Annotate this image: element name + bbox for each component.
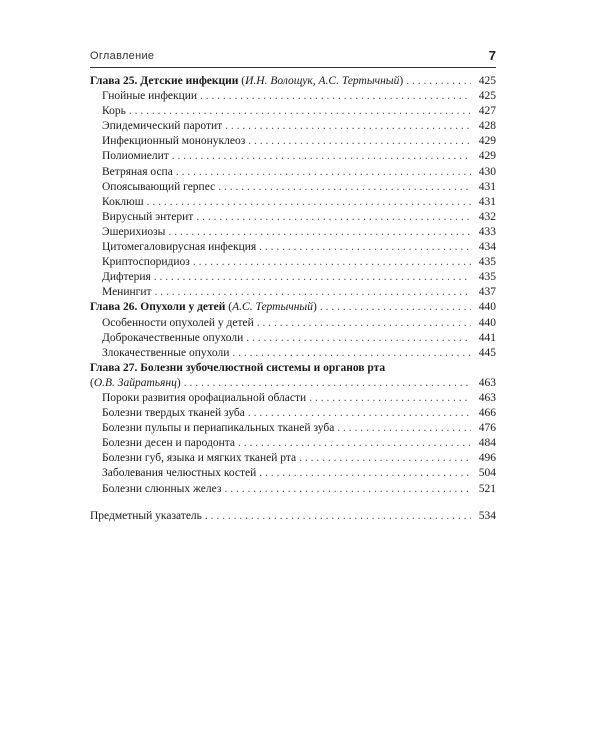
table-of-contents — [90, 74, 496, 524]
dot-leader — [129, 104, 471, 119]
page-ref: 431 — [478, 195, 496, 208]
dot-leader — [168, 225, 471, 240]
dot-leader — [248, 134, 471, 149]
toc-entry[interactable] — [90, 331, 496, 346]
entry-title: Злокачественные опухоли — [102, 346, 230, 359]
entry-title: Ветряная оспа — [102, 165, 173, 178]
toc-entry[interactable] — [90, 225, 496, 240]
toc-chapter-25[interactable]: Глава 25. Детские инфекции (И.Н. Волощук, А.С. Тертычный) . . . 425 — [90, 74, 496, 89]
page-ref: 484 — [478, 437, 496, 450]
page-ref: 496 — [478, 452, 496, 465]
entry-title: Коклюш — [102, 195, 144, 208]
page-ref: 435 — [478, 256, 496, 269]
dot-leader — [155, 285, 471, 300]
page-ref: 441 — [478, 331, 496, 344]
chapter-authors: А.С. Тертычный — [232, 301, 313, 314]
dot-leader — [193, 255, 471, 270]
toc-entry[interactable] — [90, 89, 496, 104]
page-ref: 463 — [478, 391, 496, 404]
toc-entry[interactable] — [90, 180, 496, 195]
dot-leader — [232, 346, 471, 361]
dot-leader — [238, 436, 471, 451]
page-ref: 427 — [478, 105, 496, 118]
section-spacer — [90, 497, 496, 509]
dot-leader — [224, 482, 471, 497]
toc-entry[interactable] — [90, 436, 496, 451]
toc-entry[interactable] — [90, 466, 496, 481]
entry-title: Цитомегаловирусная инфекция — [102, 241, 257, 254]
page-ref: 466 — [478, 407, 496, 420]
dot-leader — [147, 195, 471, 210]
entry-title: Предметный указатель — [90, 509, 202, 522]
dot-leader — [337, 421, 471, 436]
entry-title: Болезни десен и пародонта — [102, 437, 236, 450]
entry-title: Болезни губ, языка и мягких тканей рта — [102, 452, 297, 465]
entry-title: Эшерихиозы — [102, 225, 166, 238]
entry-title: Болезни твердых тканей зуба — [102, 407, 245, 420]
entry-title: Гнойные инфекции — [102, 90, 198, 103]
dot-leader — [259, 466, 471, 481]
toc-entry[interactable] — [90, 421, 496, 436]
entry-title: Вирусный энтерит — [102, 210, 194, 223]
dot-leader — [299, 451, 471, 466]
page-ref: 429 — [478, 150, 496, 163]
toc-entry[interactable] — [90, 406, 496, 421]
page-ref: 425 — [478, 90, 496, 103]
page-ref: 463 — [478, 376, 496, 389]
entry-title: Заболевания челюстных костей — [102, 467, 257, 480]
dot-leader — [200, 89, 471, 104]
dot-leader — [218, 180, 471, 195]
dot-leader — [196, 210, 471, 225]
page-ref: 504 — [478, 467, 496, 480]
dot-leader — [205, 509, 471, 524]
entry-title: Доброкачественные опухоли — [102, 331, 244, 344]
toc-index[interactable] — [90, 509, 496, 524]
toc-entry[interactable] — [90, 316, 496, 331]
page-ref: 521 — [478, 482, 496, 495]
entry-title: Полиомиелит — [102, 150, 169, 163]
chapter-title: Глава 27. Болезни зубочелюстной системы и органов рта — [90, 361, 386, 374]
toc-entry[interactable] — [90, 104, 496, 119]
entry-title: Болезни пульпы и периапикальных тканей зуба — [102, 422, 335, 435]
chapter-title: Глава 26. Опухоли у детей — [90, 301, 226, 314]
header-rule — [90, 67, 496, 68]
dot-leader — [248, 406, 471, 421]
page-ref: 429 — [478, 135, 496, 148]
entry-title: Эпидемический паротит — [102, 120, 223, 133]
page-header — [90, 48, 496, 68]
toc-chapter-27[interactable] — [90, 361, 496, 376]
toc-entry[interactable] — [90, 134, 496, 149]
toc-entry[interactable] — [90, 482, 496, 497]
dot-leader — [172, 149, 471, 164]
page-ref: 433 — [478, 225, 496, 238]
dot-leader — [406, 74, 471, 89]
toc-entry[interactable] — [90, 255, 496, 270]
dot-leader — [257, 316, 471, 331]
page-ref: 437 — [478, 286, 496, 299]
page-ref: 440 — [478, 316, 496, 329]
page-ref: 476 — [478, 422, 496, 435]
toc-entry[interactable] — [90, 149, 496, 164]
page-ref: 435 — [478, 271, 496, 284]
dot-leader — [184, 376, 471, 391]
dot-leader — [320, 300, 471, 315]
chapter-authors: О.В. Зайратьянц — [93, 376, 177, 389]
toc-entry[interactable] — [90, 391, 496, 406]
running-head-title: Оглавление — [90, 50, 155, 62]
toc-entry[interactable] — [90, 346, 496, 361]
page-ref: 434 — [478, 241, 496, 254]
page-ref: 440 — [478, 301, 496, 314]
entry-title: Менингит — [102, 286, 152, 299]
toc-entry[interactable] — [90, 210, 496, 225]
page-ref: 445 — [478, 346, 496, 359]
dot-leader — [176, 165, 471, 180]
toc-chapter-26[interactable]: Глава 26. Опухоли у детей (А.С. Тертычный) . . . 440 — [90, 300, 496, 315]
toc-entry[interactable] — [90, 270, 496, 285]
page-ref: 432 — [478, 210, 496, 223]
entry-title: Опоясывающий герпес — [102, 180, 216, 193]
entry-title: Дифтерия — [102, 271, 151, 284]
toc-entry[interactable] — [90, 240, 496, 255]
toc-entry[interactable] — [90, 285, 496, 300]
page-ref: 534 — [478, 509, 496, 522]
entry-title: Пороки развития орофациальной области — [102, 391, 307, 404]
entry-title: Болезни слюнных желез — [102, 482, 222, 495]
toc-entry[interactable] — [90, 165, 496, 180]
page-ref: 430 — [478, 165, 496, 178]
entry-title: Корь — [102, 105, 126, 118]
dot-leader — [246, 331, 471, 346]
chapter-authors: И.Н. Волощук, А.С. Тертычный — [245, 75, 400, 87]
chapter-title: Глава 25. Детские инфекции — [90, 75, 239, 87]
page-ref: 428 — [478, 120, 496, 133]
dot-leader — [309, 391, 471, 406]
toc-entry[interactable] — [90, 451, 496, 466]
dot-leader — [154, 270, 471, 285]
toc-entry[interactable] — [90, 119, 496, 134]
page-number: 7 — [488, 48, 496, 63]
entry-title: Криптоспоридиоз — [102, 256, 190, 269]
toc-chapter-27-authors-line[interactable]: (О.В. Зайратьянц) . . . 463 — [90, 376, 496, 391]
page-ref: 425 — [478, 75, 496, 87]
entry-title: Инфекционный мононуклеоз — [102, 135, 246, 148]
dot-leader — [259, 240, 471, 255]
page-ref: 431 — [478, 180, 496, 193]
toc-entry[interactable] — [90, 195, 496, 210]
entry-title: Особенности опухолей у детей — [102, 316, 254, 329]
dot-leader — [225, 119, 471, 134]
